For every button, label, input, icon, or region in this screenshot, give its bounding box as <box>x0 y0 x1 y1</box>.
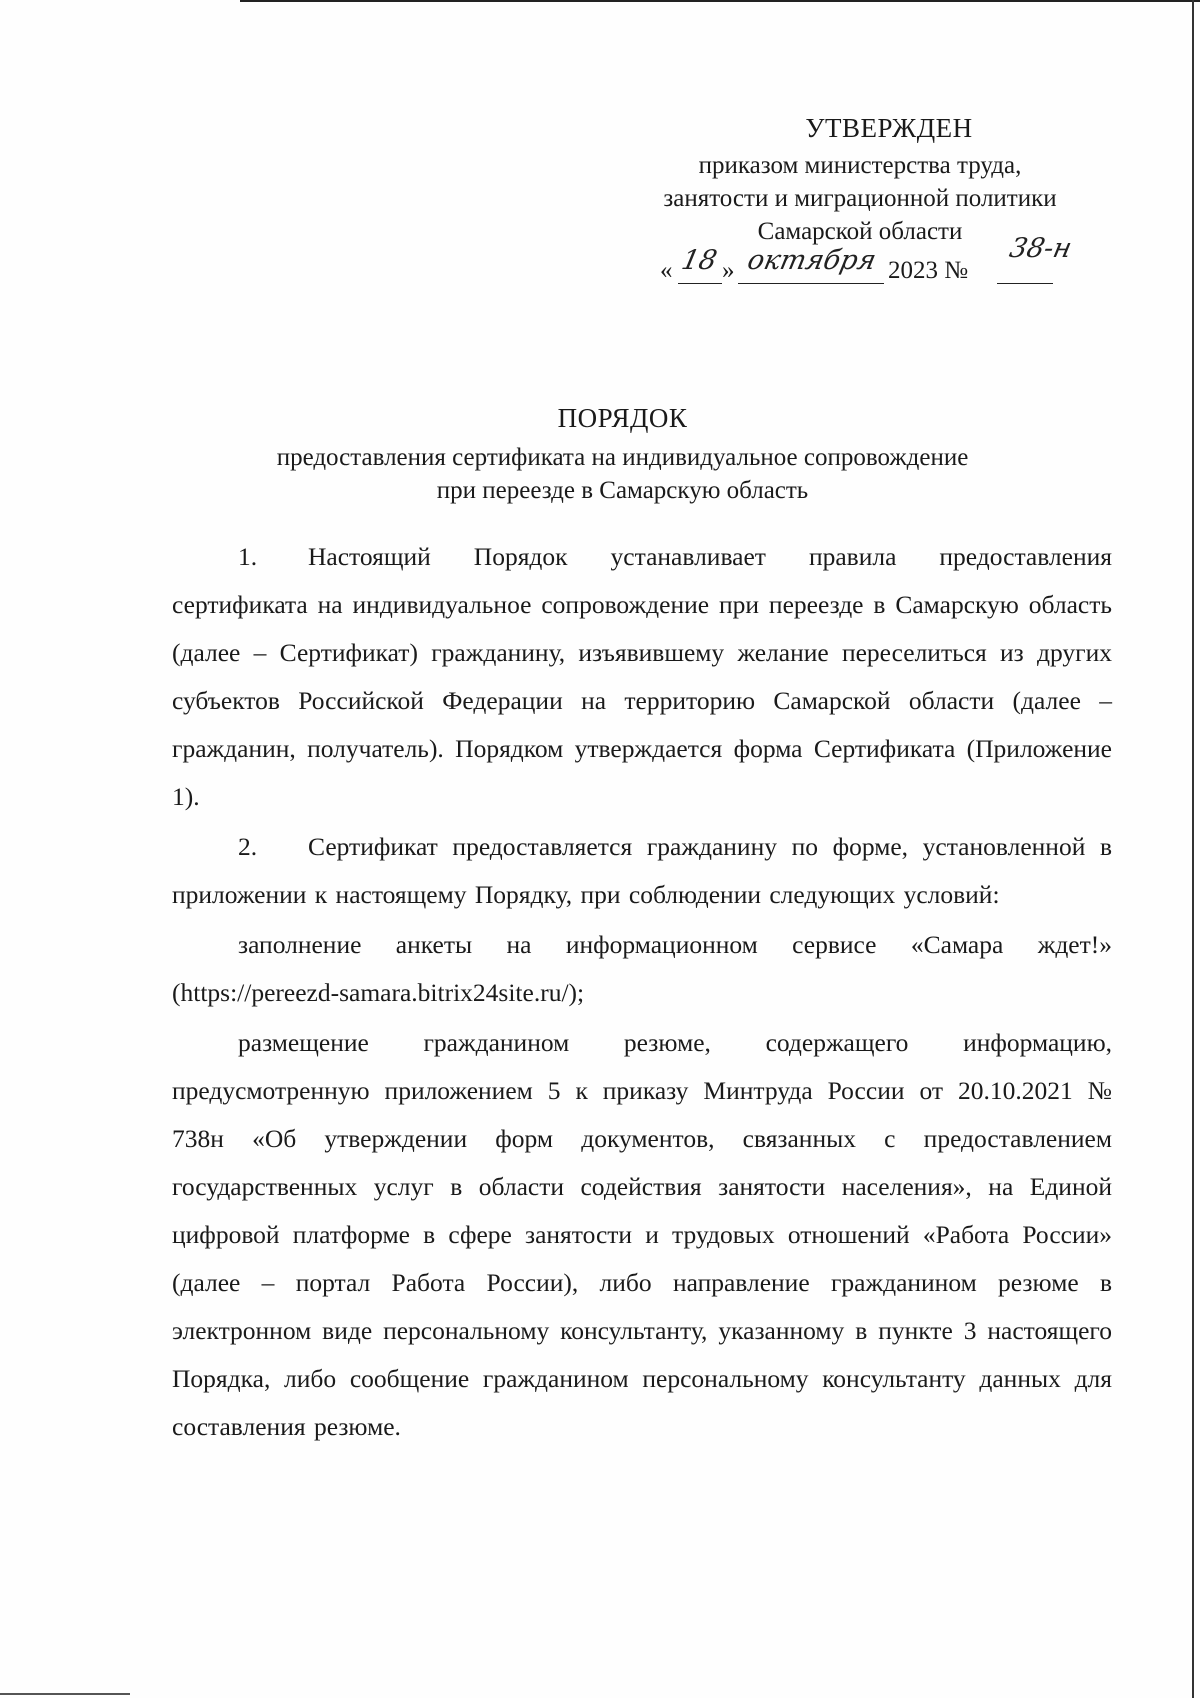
document-heading <box>0 402 1200 507</box>
order-number-underline <box>997 283 1053 284</box>
heading-title: ПОРЯДОК <box>557 403 688 433</box>
paragraph-text: Настоящий Порядок устанавливает правила предоставления сертификата на индивидуальное сопровождение при переезде в Самарскую область (далее – Сертификат) гражданину, изъявившему желание переселиться из других субъектов Российской Федерации на территорию Самарской области (далее – гражданин, получатель). Порядком утверждается форма Сертификата (Приложение 1). <box>172 542 1112 811</box>
paragraph-number: 1. <box>238 542 258 571</box>
date-month-underline <box>738 283 884 284</box>
condition-questionnaire <box>172 921 1112 1017</box>
date-day-handwritten: 18 <box>678 245 720 276</box>
scan-border-bottom <box>0 1693 130 1695</box>
approval-title: УТВЕРЖДЕН <box>805 113 973 143</box>
date-month-handwritten: октября <box>744 245 879 276</box>
paragraph-1 <box>172 533 1112 821</box>
paragraph-text: Сертификат предоставляется гражданину по форме, установленной в приложении к настоящему Порядку, при соблюдении следующих условий: <box>172 832 1112 909</box>
date-close-quote: » <box>722 257 735 284</box>
order-number-handwritten: 38-н <box>1006 233 1075 264</box>
scan-border-top <box>240 0 1200 2</box>
condition-resume <box>172 1019 1112 1451</box>
approval-line-3: Самарской области <box>757 218 963 245</box>
approval-line-1: приказом министерства труда, <box>698 152 1022 179</box>
approval-block <box>600 112 1120 290</box>
scan-border-right <box>1192 0 1194 1698</box>
date-year-and-number-sign: 2023 № <box>888 257 969 284</box>
paragraph-number: 2. <box>238 832 258 861</box>
heading-subtitle-line-1: предоставления сертификата на индивидуальное сопровождение <box>276 444 969 471</box>
date-day-underline <box>678 283 722 284</box>
paragraph-text: заполнение анкеты на информационном сервисе «Самара ждет!» (https://pereezd-samara.bitrix24site.ru/); <box>172 930 1112 1007</box>
document-body <box>172 533 1112 1453</box>
order-date-line <box>600 233 1120 290</box>
paragraph-2 <box>172 823 1112 919</box>
paragraph-text: размещение гражданином резюме, содержащего информацию, предусмотренную приложением 5 к приказу Минтруда России от 20.10.2021 № 738н «Об утверждении форм документов, связанных с предоставлением государственных услуг в области содействия занятости населения», на Единой цифровой платформе в сфере занятости и трудовых отношений «Работа России» (далее – портал Работа России), либо направление гражданином резюме в электронном виде персональному консультанту, указанному в пункте 3 настоящего Порядка, либо сообщение гражданином персональному консультанту данных для составления резюме. <box>172 1028 1112 1441</box>
date-open-quote: « <box>660 257 673 284</box>
approval-line-2: занятости и миграционной политики <box>663 185 1057 212</box>
heading-subtitle-line-2: при переезде в Самарскую область <box>436 477 809 504</box>
